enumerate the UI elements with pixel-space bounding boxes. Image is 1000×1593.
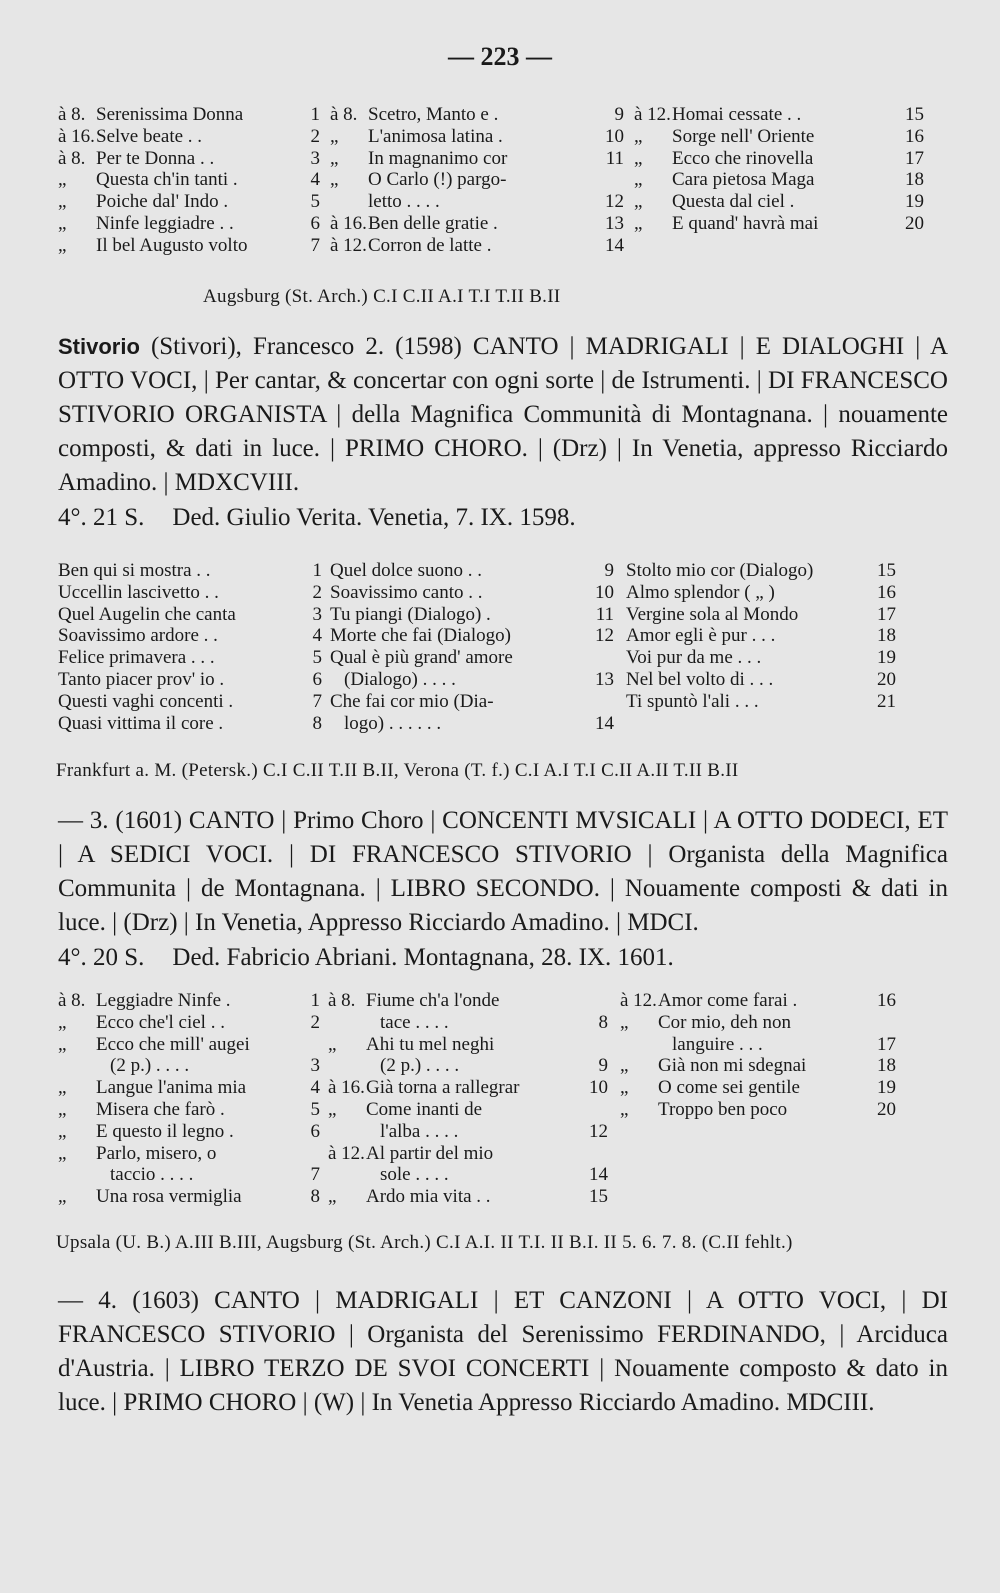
voice-count: [58, 1055, 96, 1077]
song-row: [58, 169, 320, 191]
song-title: Questa dal ciel .: [672, 191, 795, 213]
song-number: 16: [877, 990, 896, 1011]
voice-count: „: [58, 234, 67, 256]
song-title: Voi pur da me . . .: [626, 647, 762, 669]
song-row: [626, 560, 896, 582]
song-row: [58, 104, 320, 126]
song-number: 14: [605, 234, 624, 256]
song-title: Stolto mio cor (Dialogo): [626, 560, 814, 581]
song-row: [58, 647, 322, 669]
song-number: 3: [312, 603, 322, 625]
voice-count: [328, 1164, 366, 1186]
voice-count: „: [620, 1055, 629, 1077]
song-number: 10: [605, 125, 624, 147]
entry-3-col-3: [620, 990, 896, 1208]
song-row: [634, 213, 924, 235]
song-number: [286, 1034, 320, 1056]
voice-count: „: [634, 125, 643, 147]
song-row: [58, 1055, 320, 1077]
song-row: [634, 126, 924, 148]
voice-count: „: [620, 1098, 629, 1120]
song-number: 4: [310, 169, 320, 191]
song-number: 18: [877, 625, 896, 647]
song-number: 1: [312, 560, 322, 581]
song-row: [330, 213, 624, 235]
voice-count: „: [634, 147, 643, 169]
song-title: Quasi vittima il core .: [58, 712, 224, 734]
song-row: [328, 1012, 608, 1034]
song-title: Che fai cor mio (Dia-: [330, 690, 494, 712]
song-row: [620, 1034, 896, 1056]
song-title: sole . . . .: [380, 1164, 449, 1186]
voice-count: „: [58, 1120, 67, 1142]
song-number: [574, 1099, 608, 1121]
song-title: O Carlo (!) pargo-: [368, 169, 507, 191]
song-number: 3: [310, 147, 320, 169]
song-title: Selve beate . .: [96, 125, 203, 147]
voice-count: „: [58, 1142, 67, 1164]
song-row: [330, 604, 614, 626]
song-number: [574, 990, 608, 1012]
song-row: [328, 1121, 608, 1143]
song-row: [328, 1099, 608, 1121]
voice-count: à 8.: [58, 104, 86, 125]
song-title: Amor come farai .: [658, 990, 798, 1011]
song-title: O come sei gentile: [658, 1077, 800, 1099]
song-number: 16: [905, 125, 924, 147]
song-title: Nel bel volto di . . .: [626, 668, 774, 690]
voice-count: à 16.: [328, 1077, 365, 1099]
song-title: Questa ch'in tanti .: [96, 169, 238, 191]
song-title: Una rosa vermiglia: [96, 1186, 242, 1208]
voice-count: „: [328, 1033, 337, 1055]
song-row: [328, 990, 608, 1012]
song-title: Ben qui si mostra . .: [58, 560, 211, 581]
song-title: Corron de latte .: [368, 234, 492, 256]
song-title: Ecco che mill' augei: [96, 1033, 250, 1055]
song-row: [330, 713, 614, 735]
song-number: [574, 1034, 608, 1056]
song-row: [330, 148, 624, 170]
entry-2-col-2: [330, 560, 614, 734]
song-number: 14: [589, 1164, 608, 1186]
entry-2-title: (Stivori), Francesco 2. (1598) CANTO | MADRIGALI | E DIALOGHI | A OTTO VOCI, | Per cantar, & concertar con ogni sorte | de Istrumenti. | DI FRANCESCO STIVORIO ORGANISTA | della Magnifica Communità di Montagnana. | nouamente composti, & dati in luce. | PRIMO CHORO. | (Drz) | In Venetia, appresso Ricciardo Amadino. | MDXCVIII.: [58, 333, 949, 496]
song-title: In magnanimo cor: [368, 147, 508, 169]
song-row: [58, 1121, 320, 1143]
song-row: [626, 647, 896, 669]
voice-count: „: [328, 1098, 337, 1120]
entry-2-song-table: [58, 560, 948, 734]
voice-count: „: [58, 1186, 67, 1208]
song-number: 9: [614, 104, 624, 125]
top-song-table: [58, 104, 948, 257]
voice-count: „: [58, 1077, 67, 1099]
song-row: [58, 1186, 320, 1208]
song-number: 16: [877, 581, 896, 603]
library-holdings-3: Upsala (U. B.) A.III B.III, Augsburg (St. Arch.) C.I A.I. II T.I. II B.I. II 5. 6. 7. 8. (C.II fehlt.): [56, 1232, 793, 1253]
top-col-2: [330, 104, 624, 257]
song-number: 15: [589, 1186, 608, 1208]
song-number: 17: [877, 603, 896, 625]
entry-stivorio-2: [58, 330, 948, 532]
song-title: Leggiadre Ninfe .: [96, 990, 231, 1011]
song-number: 12: [589, 1120, 608, 1142]
song-row: [330, 235, 624, 257]
voice-count: à 8.: [58, 990, 86, 1011]
song-title: Soavissimo canto . .: [330, 581, 483, 603]
song-row: [626, 582, 896, 604]
voice-count: [328, 1012, 366, 1034]
song-number: 13: [595, 668, 614, 690]
voice-count: „: [58, 1098, 67, 1120]
voice-count: [330, 191, 368, 213]
song-number: 21: [877, 690, 896, 712]
song-row: [626, 625, 896, 647]
voice-count: „: [330, 125, 339, 147]
song-row: [634, 148, 924, 170]
entry-3-dedication: 4°. 20 S. Ded. Fabricio Abriani. Montagnana, 28. IX. 1601.: [58, 944, 674, 971]
song-number: 4: [312, 625, 322, 647]
song-title: Come inanti de: [366, 1098, 483, 1120]
voice-count: „: [620, 1011, 629, 1033]
song-number: 19: [877, 647, 896, 669]
song-title: Già torna a rallegrar: [366, 1077, 520, 1099]
composer-name: Stivorio: [58, 334, 140, 359]
song-number: 8: [310, 1186, 320, 1208]
song-row: [626, 604, 896, 626]
song-title: Scetro, Manto e .: [368, 104, 499, 125]
voice-count: „: [620, 1077, 629, 1099]
voice-count: à 12.: [634, 104, 671, 125]
song-number: 7: [312, 690, 322, 712]
song-row: [58, 990, 320, 1012]
song-number: 1: [310, 104, 320, 125]
song-number: 2: [312, 581, 322, 603]
song-number: 13: [605, 212, 624, 234]
song-row: [58, 625, 322, 647]
song-row: [634, 104, 924, 126]
top-col-3: [634, 104, 924, 257]
song-number: 9: [598, 1055, 608, 1077]
song-number: 5: [312, 647, 322, 669]
song-number: 11: [595, 603, 614, 625]
song-number: 5: [310, 1098, 320, 1120]
song-number: 11: [605, 147, 624, 169]
song-title: (Dialogo) . . . .: [344, 668, 456, 690]
song-title: Ti spuntò l'ali . . .: [626, 690, 759, 712]
song-title: Quel Augelin che canta: [58, 603, 236, 625]
song-row: [330, 169, 624, 191]
voice-count: à 12.: [620, 990, 657, 1011]
song-number: 12: [605, 191, 624, 213]
voice-count: „: [330, 147, 339, 169]
song-number: 17: [877, 1033, 896, 1055]
song-row: [58, 669, 322, 691]
song-title: l'alba . . . .: [380, 1120, 459, 1142]
entry-3-title: — 3. (1601) CANTO | Primo Choro | CONCENTI MVSICALI | A OTTO DODECI, ET | A SEDICI VOCI. | DI FRANCESCO STIVORIO | Organista della Magnifica Communita | de Montagnana. | LIBRO SECONDO. | Nouamente composti & dati in luce. | (Drz) | In Venetia, Appresso Ricciardo Amadino. | MDCI.: [58, 807, 948, 936]
song-title: Soavissimo ardore . .: [58, 625, 218, 647]
voice-count: „: [330, 169, 339, 191]
song-row: [626, 691, 896, 713]
song-number: 20: [877, 1098, 896, 1120]
song-number: 20: [905, 212, 924, 234]
song-title: Il bel Augusto volto: [96, 234, 248, 256]
voice-count: à 12.: [330, 234, 367, 256]
song-title: Questi vaghi concenti .: [58, 690, 234, 712]
song-row: [328, 1186, 608, 1208]
song-title: Uccellin lascivetto . .: [58, 581, 219, 603]
voice-count: „: [634, 212, 643, 234]
song-row: [330, 191, 624, 213]
song-title: E quand' havrà mai: [672, 212, 819, 234]
song-row: [58, 713, 322, 735]
voice-count: [328, 1055, 366, 1077]
song-row: [58, 560, 322, 582]
song-number: 9: [604, 560, 614, 581]
song-title: Fiume ch'a l'onde: [366, 990, 500, 1011]
song-title: E questo il legno .: [96, 1120, 234, 1142]
song-title: L'animosa latina .: [368, 125, 503, 147]
voice-count: à 8.: [328, 990, 356, 1011]
song-number: 4: [310, 1077, 320, 1099]
song-row: [58, 691, 322, 713]
song-row: [328, 1164, 608, 1186]
song-row: [58, 1099, 320, 1121]
song-row: [58, 126, 320, 148]
song-title: Quel dolce suono . .: [330, 560, 482, 581]
song-row: [330, 647, 614, 669]
library-holdings-1: Augsburg (St. Arch.) C.I C.II A.I T.I T.II B.II: [203, 286, 561, 307]
song-row: [620, 990, 896, 1012]
voice-count: „: [58, 1033, 67, 1055]
song-number: 19: [905, 191, 924, 213]
song-row: [58, 1077, 320, 1099]
song-title: (2 p.) . . . .: [380, 1055, 460, 1077]
song-title: Cara pietosa Maga: [672, 169, 815, 191]
song-number: 15: [905, 104, 924, 125]
song-row: [330, 126, 624, 148]
song-title: Langue l'anima mia: [96, 1077, 247, 1099]
entry-4-title: — 4. (1603) CANTO | MADRIGALI | ET CANZONI | A OTTO VOCI, | DI FRANCESCO STIVORIO | Organista del Serenissimo FERDINANDO, | Arciduca d'Austria. | LIBRO TERZO DE SVOI CONCERTI | Nouamente composto & dato in luce. | PRIMO CHORO | (W) | In Venetia Appresso Ricciardo Amadino. MDCIII.: [58, 1287, 948, 1416]
song-number: 18: [877, 1055, 896, 1077]
voice-count: „: [58, 1011, 67, 1033]
song-row: [620, 1077, 896, 1099]
song-title: Ecco che'l ciel . .: [96, 1011, 225, 1033]
voice-count: „: [58, 212, 67, 234]
song-title: Felice primavera . . .: [58, 647, 215, 669]
song-number: 14: [595, 712, 614, 734]
song-row: [330, 669, 614, 691]
song-title: logo) . . . . . .: [344, 712, 442, 734]
voice-count: à 8.: [330, 104, 358, 125]
song-title: Vergine sola al Mondo: [626, 603, 799, 625]
song-title: Poiche dal' Indo .: [96, 191, 229, 213]
song-title: Qual è più grand' amore: [330, 647, 513, 669]
song-row: [58, 1012, 320, 1034]
entry-stivorio-4: [58, 1284, 948, 1420]
song-number: [286, 1143, 320, 1165]
song-title: Ben delle gratie .: [368, 212, 498, 234]
song-row: [328, 1143, 608, 1165]
song-title: taccio . . . .: [110, 1164, 194, 1186]
song-row: [634, 169, 924, 191]
voice-count: „: [328, 1186, 337, 1208]
song-number: 19: [877, 1077, 896, 1099]
song-title: Tu piangi (Dialogo) .: [330, 603, 491, 625]
voice-count: „: [58, 191, 67, 213]
song-title: (2 p.) . . . .: [110, 1055, 190, 1077]
song-number: 8: [598, 1011, 608, 1033]
song-title: Ahi tu mel neghi: [366, 1033, 495, 1055]
song-title: Sorge nell' Oriente: [672, 125, 815, 147]
song-title: Tanto piacer prov' io .: [58, 668, 225, 690]
song-number: 17: [905, 147, 924, 169]
song-number: 8: [312, 712, 322, 734]
song-title: Troppo ben poco: [658, 1098, 788, 1120]
song-row: [58, 148, 320, 170]
song-number: 6: [312, 668, 322, 690]
song-number: 7: [310, 234, 320, 256]
voice-count: [620, 1034, 658, 1056]
song-row: [330, 691, 614, 713]
song-number: [590, 169, 624, 191]
voice-count: „: [58, 169, 67, 191]
song-row: [58, 213, 320, 235]
library-holdings-2: Frankfurt a. M. (Petersk.) C.I C.II T.II B.II, Verona (T. f.) C.I A.I T.I C.II A.II T.II B.II: [56, 760, 739, 781]
song-number: 10: [589, 1077, 608, 1099]
entry-stivorio-3: [58, 804, 948, 972]
song-number: 3: [310, 1055, 320, 1077]
song-title: Per te Donna . .: [96, 147, 215, 169]
song-number: 20: [877, 668, 896, 690]
song-row: [330, 104, 624, 126]
song-row: [328, 1034, 608, 1056]
voice-count: [328, 1121, 366, 1143]
song-title: Homai cessate . .: [672, 104, 802, 125]
song-row: [58, 604, 322, 626]
song-title: Morte che fai (Dialogo): [330, 625, 511, 647]
song-row: [328, 1055, 608, 1077]
voice-count: à 16.: [330, 212, 367, 234]
song-title: letto . . . .: [368, 191, 440, 213]
song-row: [330, 582, 614, 604]
song-title: Ecco che rinovella: [672, 147, 814, 169]
song-row: [620, 1099, 896, 1121]
song-number: [580, 691, 614, 713]
voice-count: à 8.: [58, 147, 86, 169]
song-number: 5: [310, 191, 320, 213]
song-row: [626, 669, 896, 691]
song-number: 6: [310, 1120, 320, 1142]
song-number: 10: [595, 581, 614, 603]
song-number: 1: [310, 990, 320, 1011]
song-row: [330, 625, 614, 647]
song-row: [330, 560, 614, 582]
entry-2-col-1: [58, 560, 322, 734]
voice-count: „: [634, 191, 643, 213]
top-col-1: [58, 104, 320, 257]
song-title: languire . . .: [672, 1033, 763, 1055]
song-number: [580, 647, 614, 669]
song-title: Al partir del mio: [366, 1142, 494, 1164]
entry-2-col-3: [626, 560, 896, 734]
entry-3-col-1: [58, 990, 320, 1208]
song-row: [58, 191, 320, 213]
song-title: Serenissima Donna: [96, 104, 244, 125]
entry-3-song-table: [58, 990, 948, 1208]
song-row: [620, 1055, 896, 1077]
song-number: 2: [310, 125, 320, 147]
song-number: 2: [310, 1011, 320, 1033]
song-title: Già non mi sdegnai: [658, 1055, 807, 1077]
song-title: tace . . . .: [380, 1011, 449, 1033]
song-title: Misera che farò .: [96, 1098, 225, 1120]
song-row: [328, 1077, 608, 1099]
song-row: [634, 191, 924, 213]
song-title: Ardo mia vita . .: [366, 1186, 491, 1208]
voice-count: [58, 1164, 96, 1186]
song-title: Cor mio, deh non: [658, 1011, 791, 1033]
song-number: 7: [310, 1164, 320, 1186]
page-number: — 223 —: [448, 42, 552, 71]
voice-count: à 12.: [328, 1142, 365, 1164]
song-row: [58, 582, 322, 604]
song-number: 12: [595, 625, 614, 647]
song-row: [58, 1164, 320, 1186]
song-number: [862, 1012, 896, 1034]
song-row: [58, 235, 320, 257]
song-row: [58, 1143, 320, 1165]
song-title: Almo splendor ( „ ): [626, 581, 775, 603]
voice-count: „: [634, 169, 643, 191]
song-title: Parlo, misero, o: [96, 1142, 217, 1164]
song-title: Ninfe leggiadre . .: [96, 212, 234, 234]
song-number: 18: [905, 169, 924, 191]
song-title: Amor egli è pur . . .: [626, 625, 776, 647]
song-number: [574, 1143, 608, 1165]
song-number: 6: [310, 212, 320, 234]
entry-3-col-2: [328, 990, 608, 1208]
voice-count: à 16.: [58, 125, 95, 147]
song-row: [58, 1034, 320, 1056]
song-row: [620, 1012, 896, 1034]
song-number: 15: [877, 560, 896, 581]
entry-2-dedication: 4°. 21 S. Ded. Giulio Verita. Venetia, 7. IX. 1598.: [58, 504, 576, 531]
